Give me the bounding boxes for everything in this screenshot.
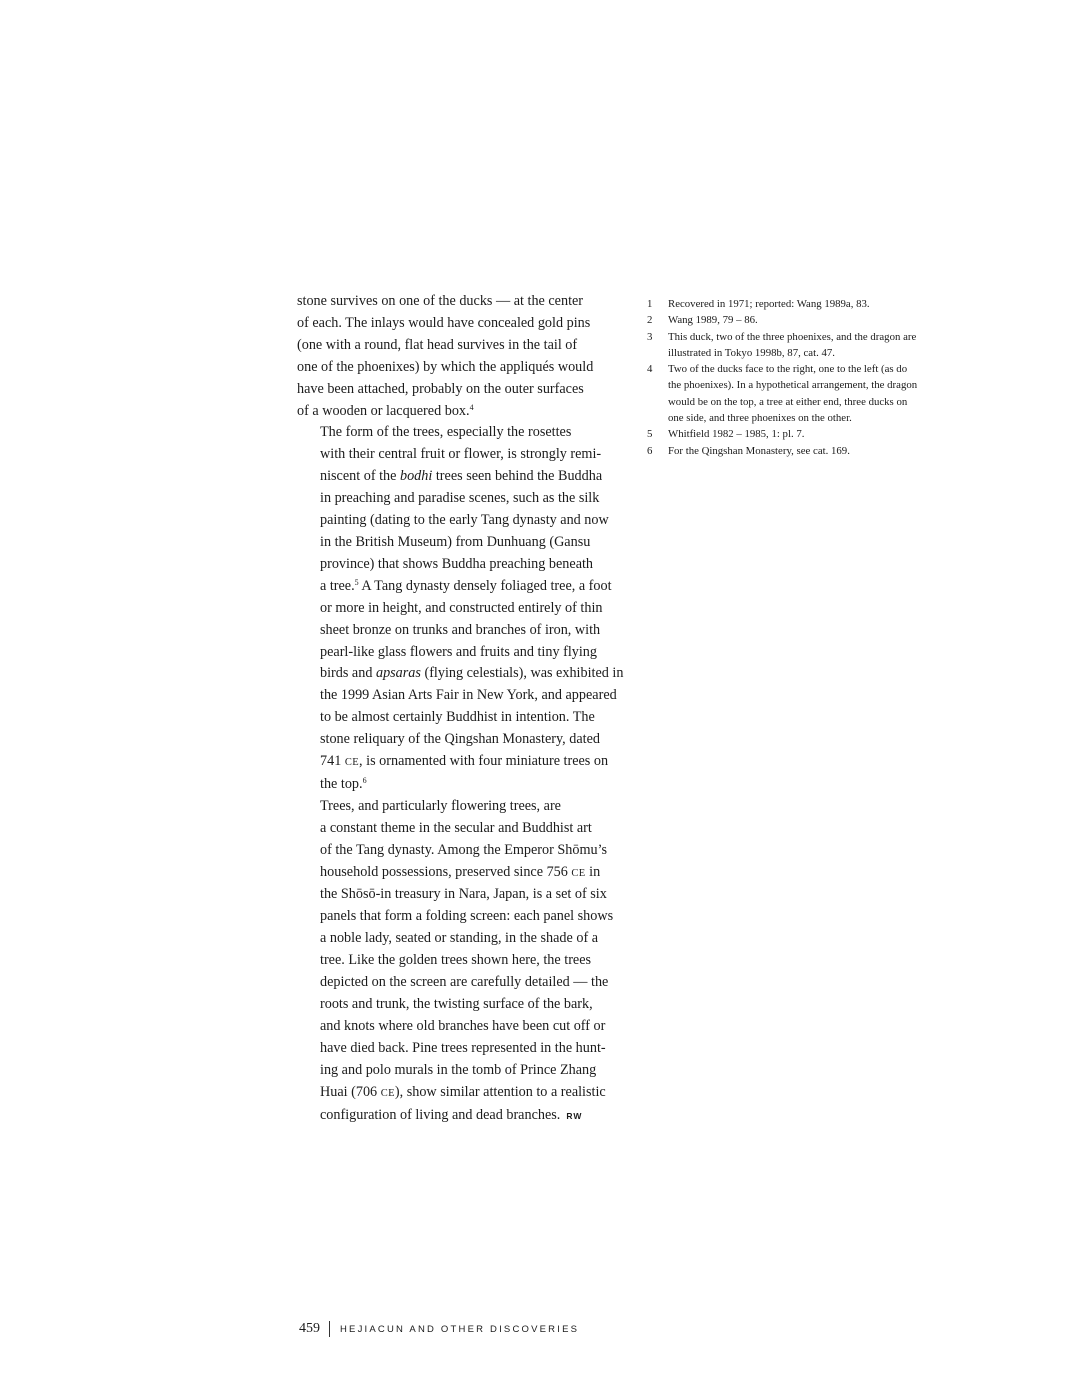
text-fragment: ), show similar attention to a realistic <box>394 1083 606 1100</box>
text-fragment: in <box>585 863 601 880</box>
text-line: illustrated in Tokyo 1998b, 87, cat. 47. <box>668 346 835 359</box>
italic-term-bodhi: bodhi <box>399 468 433 485</box>
endnote <box>647 426 987 442</box>
text-line: with their central fruit or flower, is strongly remi- <box>320 446 602 463</box>
note-text <box>668 361 917 426</box>
text-line: painting (dating to the early Tang dynasty and now <box>320 512 609 529</box>
text-line: or more in height, and constructed entirely of thin <box>320 599 603 616</box>
text-line: one side, and three phoenixes on the other. <box>668 412 852 425</box>
text-line: Trees, and particularly flowering trees, are <box>320 797 561 814</box>
text-fragment: birds and <box>320 665 376 682</box>
author-signature: RW <box>566 1110 583 1121</box>
text-line: have died back. Pine trees represented in the hunt- <box>320 1039 606 1056</box>
text-line: the 1999 Asian Arts Fair in New York, and appeared <box>320 687 617 704</box>
text-line: one of the phoenixes) by which the appliqués would <box>297 358 594 375</box>
page-number: 459 <box>299 1321 320 1336</box>
text-line: to be almost certainly Buddhist in intention. The <box>320 709 595 726</box>
text-line: the Shōsō-in treasury in Nara, Japan, is a set of six <box>320 886 607 903</box>
text-line <box>297 1105 623 1128</box>
endnote <box>647 312 987 328</box>
paragraph-1 <box>297 291 623 422</box>
page-footer <box>299 1321 579 1337</box>
text-line: a constant theme in the secular and Buddhist art <box>320 819 592 836</box>
note-text <box>668 296 870 312</box>
text-line <box>297 774 623 796</box>
text-line: of the Tang dynasty. Among the Emperor Shōmu’s <box>320 841 608 858</box>
text-fragment: (flying celestials), was exhibited in <box>420 665 624 682</box>
note-number: 6 <box>647 444 653 457</box>
note-text <box>668 329 916 362</box>
text-line <box>297 663 623 685</box>
paragraph-2 <box>297 422 623 795</box>
note-number: 3 <box>647 330 653 343</box>
text-line: a noble lady, seated or standing, in the shade of a <box>320 930 599 947</box>
text-line: Two of the ducks face to the right, one to the left (as do <box>668 363 908 376</box>
text-line <box>297 1082 623 1105</box>
italic-term-apsaras: apsaras <box>375 665 421 682</box>
text-fragment: the top. <box>320 775 363 792</box>
era-abbreviation: CE <box>380 1087 395 1099</box>
text-line: depicted on the screen are carefully detailed — the <box>320 974 609 991</box>
text-line: For the Qingshan Monastery, see cat. 169. <box>668 444 850 457</box>
text-line: province) that shows Buddha preaching beneath <box>320 555 594 572</box>
endnotes <box>647 296 987 459</box>
text-line <box>297 576 623 598</box>
text-line: (one with a round, flat head survives in the tail of <box>297 336 578 353</box>
text-fragment: a tree. <box>320 577 355 594</box>
text-line <box>297 466 623 488</box>
note-reference-5: 5 <box>354 577 359 587</box>
running-head: HEJIACUN AND OTHER DISCOVERIES <box>340 1323 580 1335</box>
text-fragment: of a wooden or lacquered box. <box>297 402 470 419</box>
note-number: 4 <box>647 363 653 376</box>
endnote <box>647 361 987 426</box>
text-line: Whitfield 1982 – 1985, 1: pl. 7. <box>668 428 805 441</box>
endnote <box>647 296 987 312</box>
text-line: Wang 1989, 79 – 86. <box>668 314 758 327</box>
text-line: the phoenixes). In a hypothetical arrangement, the dragon <box>668 379 918 392</box>
era-abbreviation: CE <box>344 757 360 769</box>
text-line: and knots where old branches have been cut off or <box>320 1017 606 1034</box>
text-fragment: niscent of the <box>320 468 400 485</box>
text-line: This duck, two of the three phoenixes, and the dragon are <box>668 330 917 343</box>
text-line: sheet bronze on trunks and branches of iron, with <box>320 621 601 638</box>
note-number: 1 <box>647 298 653 310</box>
text-line: The form of the trees, especially the rosettes <box>320 424 572 441</box>
text-fragment: Huai (706 <box>320 1083 381 1100</box>
text-line <box>297 401 623 423</box>
note-text <box>668 443 850 459</box>
text-fragment: 741 <box>320 753 345 770</box>
text-line <box>297 751 623 774</box>
note-reference-4: 4 <box>469 402 474 412</box>
note-number: 5 <box>647 428 653 441</box>
text-line <box>297 862 623 885</box>
text-line: in the British Museum) from Dunhuang (Gansu <box>320 533 591 550</box>
text-line: of each. The inlays would have concealed gold pins <box>297 314 591 331</box>
text-line: stone survives on one of the ducks — at the center <box>297 293 584 309</box>
note-text <box>668 312 758 328</box>
text-line: roots and trunk, the twisting surface of the bark, <box>320 996 593 1012</box>
text-line: would be on the top, a tree at either end, three ducks on <box>668 395 908 408</box>
endnote <box>647 443 987 459</box>
note-number: 2 <box>647 314 653 327</box>
text-line: ing and polo murals in the tomb of Prince Zhang <box>320 1061 597 1078</box>
text-line: stone reliquary of the Qingshan Monastery, dated <box>320 731 600 748</box>
text-line: in preaching and paradise scenes, such as the silk <box>320 490 600 507</box>
era-abbreviation: CE <box>571 867 586 879</box>
text-fragment: , is ornamented with four miniature trees on <box>359 753 609 770</box>
text-line: have been attached, probably on the outer surfaces <box>297 380 584 397</box>
text-fragment: A Tang dynasty densely foliaged tree, a foot <box>358 577 612 594</box>
text-fragment: configuration of living and dead branches. <box>320 1106 561 1123</box>
text-fragment: household possessions, preserved since 756 <box>320 863 572 880</box>
note-text <box>668 426 804 442</box>
paragraph-3 <box>297 796 623 1128</box>
text-fragment: trees seen behind the Buddha <box>435 468 603 485</box>
text-line: pearl-like glass flowers and fruits and tiny flying <box>320 643 597 660</box>
note-reference-6: 6 <box>362 775 367 785</box>
main-text-column <box>297 291 623 1127</box>
endnote <box>647 329 987 362</box>
footer-divider <box>329 1321 330 1337</box>
text-line: Recovered in 1971; reported: Wang 1989a, 83. <box>668 298 870 310</box>
text-line: panels that form a folding screen: each panel shows <box>320 908 614 925</box>
text-line: tree. Like the golden trees shown here, the trees <box>320 952 592 969</box>
